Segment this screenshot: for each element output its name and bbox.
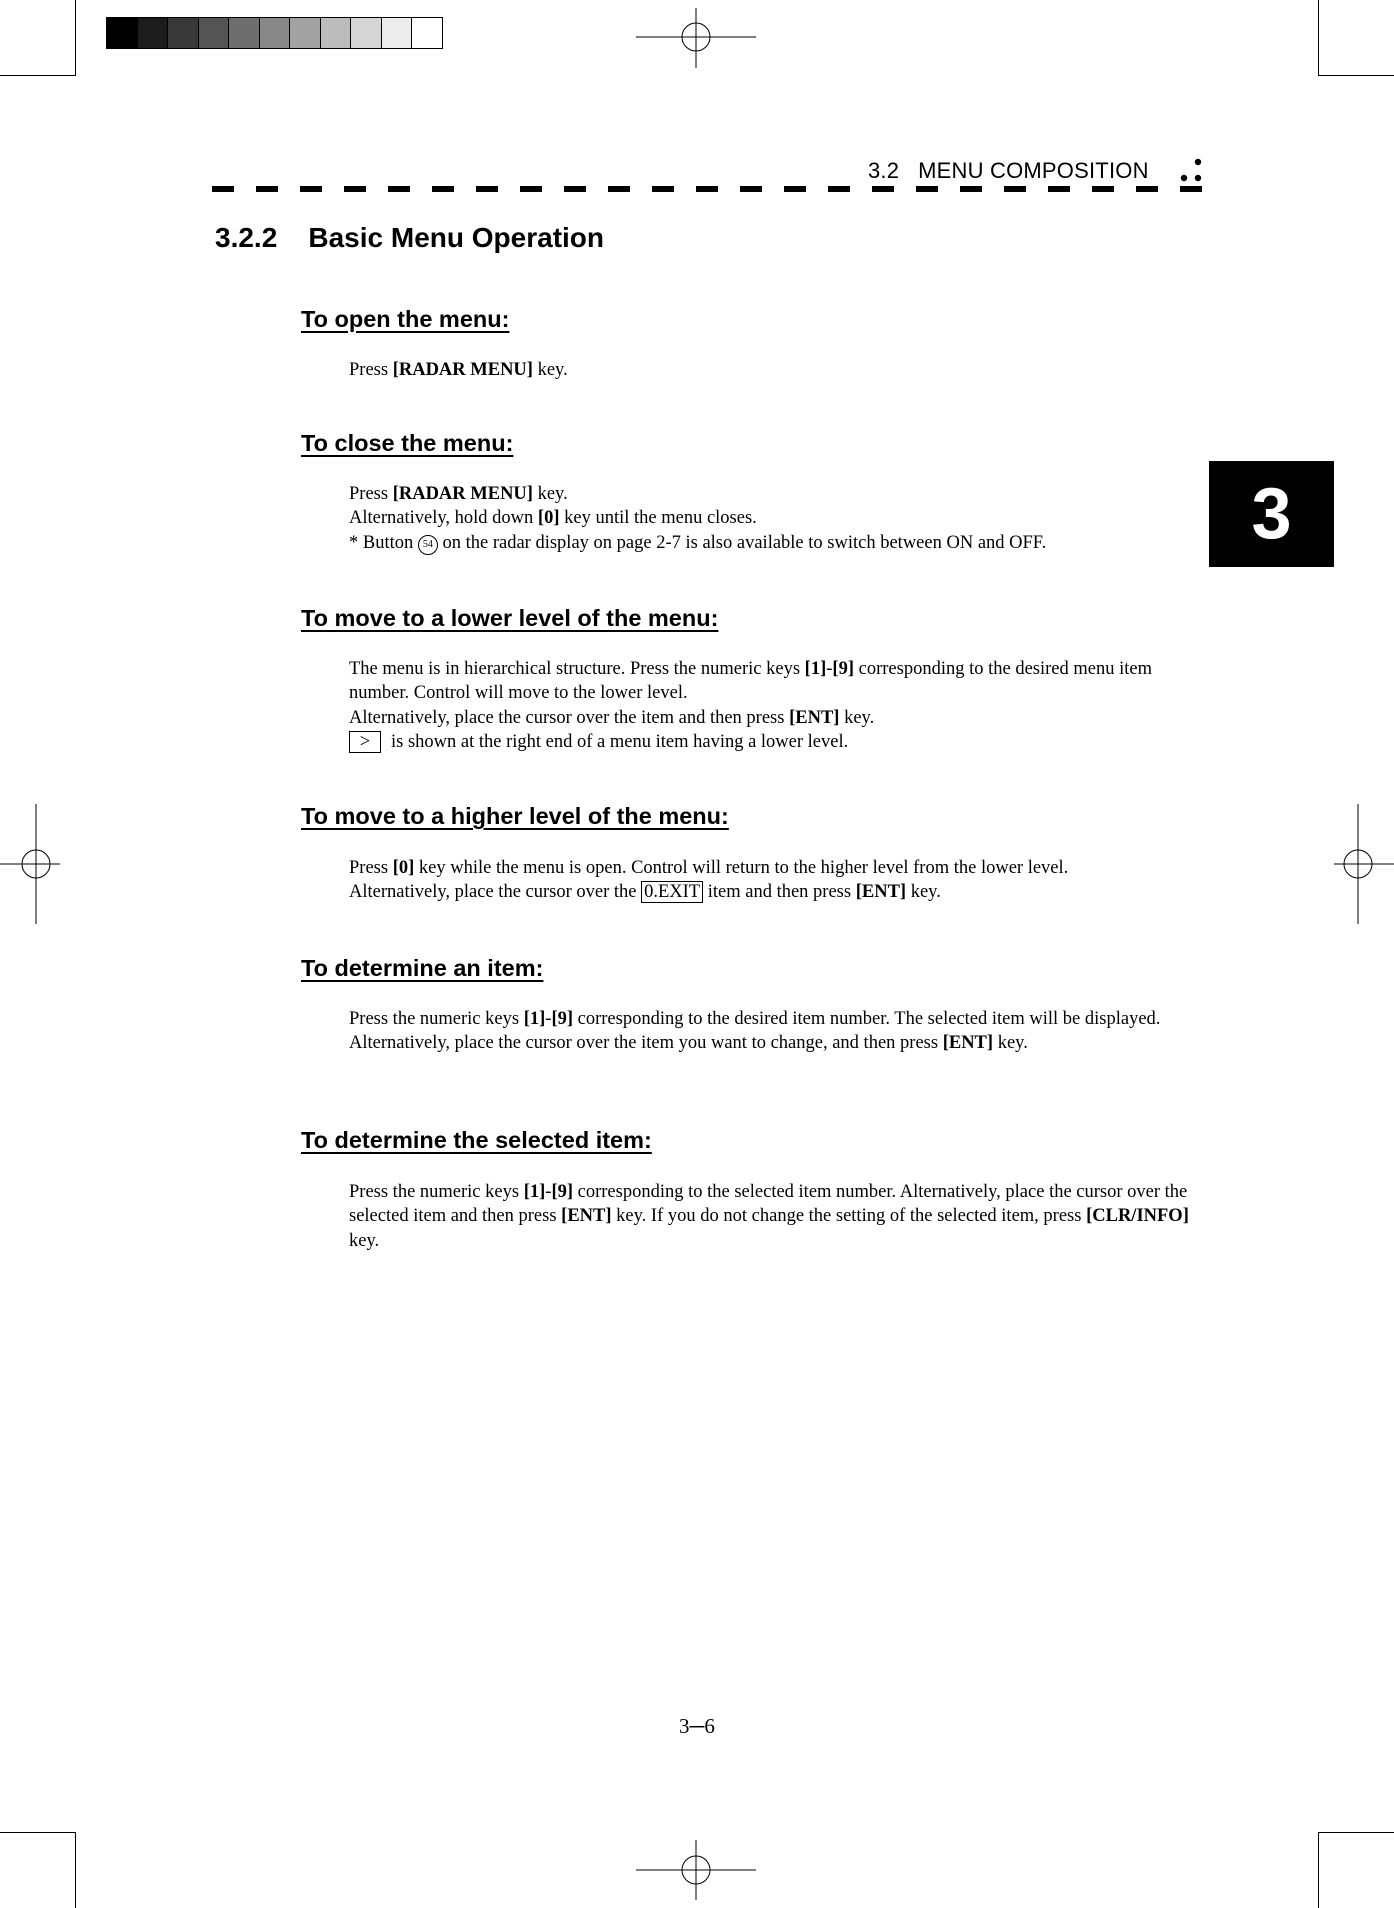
page-number: 3─6: [679, 1714, 715, 1738]
grayscale-swatch: [289, 18, 320, 48]
grayscale-swatch: [320, 18, 351, 48]
crop-mark-bottom-left-h: [0, 1832, 76, 1833]
grayscale-swatch: [167, 18, 198, 48]
heading-determine-item: To determine an item:: [301, 955, 544, 981]
grayscale-swatch: [259, 18, 290, 48]
section-title: 3.2.2 Basic Menu Operation: [215, 222, 605, 253]
crop-mark-top-left-v: [75, 0, 76, 76]
button-54-circle-icon: 54: [418, 535, 438, 555]
grayscale-swatch: [411, 18, 442, 48]
header-dots-icon: [1178, 157, 1204, 187]
grayscale-swatch: [381, 18, 412, 48]
lower-level-indicator-box: >: [349, 731, 381, 753]
para-open-menu: Press [RADAR MENU] key.: [349, 360, 568, 380]
heading-close-menu: To close the menu:: [301, 430, 514, 456]
chapter-tab: 3: [1209, 461, 1334, 567]
grayscale-swatch: [350, 18, 381, 48]
crop-mark-bottom-right-v: [1318, 1832, 1319, 1908]
heading-open-menu: To open the menu:: [301, 306, 510, 332]
grayscale-swatch: [107, 18, 137, 48]
registration-target-bottom: [636, 1840, 756, 1900]
running-header: 3.2 MENU COMPOSITION: [868, 158, 1149, 183]
grayscale-swatch: [198, 18, 229, 48]
heading-lower-level: To move to a lower level of the menu:: [301, 605, 719, 631]
header-dashed-rule: [212, 186, 1202, 192]
registration-target-left: [0, 804, 60, 924]
para-higher-level: Press [0] key while the menu is open. Control will return to the higher level from the lower level. Alternatively, place the cursor over the 0.EXIT item and then press [ENT] key.: [349, 858, 1069, 903]
crop-mark-top-right-v: [1318, 0, 1319, 76]
registration-target-right: [1334, 804, 1394, 924]
exit-item-box: 0.EXIT: [641, 881, 703, 903]
heading-higher-level: To move to a higher level of the menu:: [301, 803, 729, 829]
grayscale-swatch: [228, 18, 259, 48]
para-determine-selected: Press the numeric keys [1]-[9] corresponding to the selected item number. Alternatively, place the cursor over the selected item and then press [ENT] key. If you do not change the setting of the selected item, press [CLR/INFO] key.: [349, 1182, 1189, 1251]
grayscale-swatch: [137, 18, 168, 48]
grayscale-calibration-strip: [106, 17, 443, 49]
registration-target-top: [636, 8, 756, 68]
heading-determine-selected: To determine the selected item:: [301, 1127, 652, 1153]
para-determine-item: Press the numeric keys [1]-[9] corresponding to the desired item number. The selected item will be displayed. Alternatively, place the cursor over the item you want to change, and then press [ENT] key.: [349, 1009, 1161, 1054]
para-lower-level: The menu is in hierarchical structure. Press the numeric keys [1]-[9] corresponding to the desired menu item number. Control will move to the lower level. Alternatively, place the cursor over the item and then press [ENT] key. > is shown at the right end of a menu item having a lower level.: [349, 659, 1152, 752]
crop-mark-bottom-left-v: [75, 1832, 76, 1908]
para-close-menu: Press [RADAR MENU] key. Alternatively, hold down [0] key until the menu closes. * Button 54 on the radar display on page 2-7 is also available to switch between ON and OFF.: [349, 484, 1047, 553]
crop-mark-bottom-right-h: [1318, 1832, 1394, 1833]
crop-mark-top-right-h: [1318, 75, 1394, 76]
crop-mark-top-left-h: [0, 75, 76, 76]
